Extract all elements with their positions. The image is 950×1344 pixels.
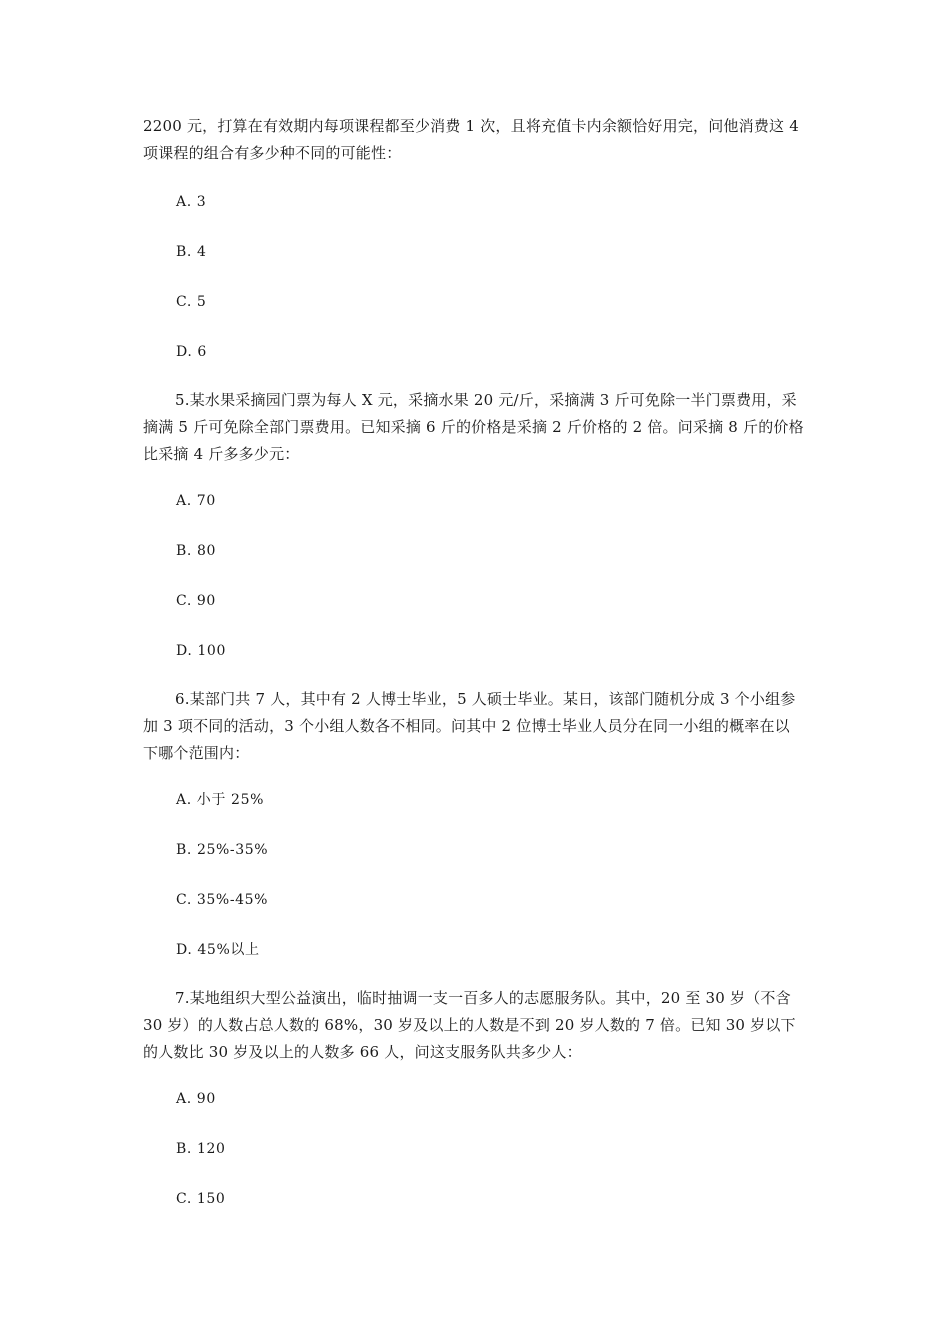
q4-option-d: D. 6 [176, 344, 207, 360]
q6-option-b: B. 25%-35% [176, 842, 269, 858]
q5-option-b: B. 80 [176, 543, 217, 559]
q5-option-a: A. 70 [176, 493, 216, 509]
q7-option-b: B. 120 [176, 1141, 226, 1157]
q4-option-c: C. 5 [176, 294, 207, 310]
q6-option-c: C. 35%-45% [176, 892, 269, 908]
q7-text: 7.某地组织大型公益演出，临时抽调一支一百多人的志愿服务队。其中，20 至 30 岁（不含 30 岁）的人数占总人数的 68%，30 岁及以上的人数是不到 20 岁人数的 7 倍。已知 30 岁以下的人数比 30 岁及以上的人数多 66 人，问这支服务队共多少人： [143, 989, 796, 1061]
q5-text: 5.某水果采摘园门票为每人 X 元，采摘水果 20 元/斤，采摘满 3 斤可免除一半门票费用，采摘满 5 斤可免除全部门票费用。已知采摘 6 斤的价格是采摘 2 斤价格的 2 倍。问采摘 8 斤的价格比采摘 4 斤多多少元： [143, 391, 804, 463]
q5-option-d: D. 100 [176, 643, 226, 659]
q4-text-continuation: 2200 元，打算在有效期内每项课程都至少消费 1 次，且将充值卡内余额恰好用完，问他消费这 4 项课程的组合有多少种不同的可能性： [143, 117, 799, 162]
q6-option-d: D. 45%以上 [176, 942, 260, 958]
q7-option-a: A. 90 [176, 1091, 216, 1107]
q4-option-a: A. 3 [176, 194, 207, 210]
q4-option-b: B. 4 [176, 244, 207, 260]
q6-text: 6.某部门共 7 人，其中有 2 人博士毕业，5 人硕士毕业。某日，该部门随机分成 3 个小组参加 3 项不同的活动，3 个小组人数各不相同。问其中 2 位博士毕业人员分在同一小组的概率在以下哪个范围内： [143, 690, 796, 762]
q7-option-c: C. 150 [176, 1191, 226, 1207]
q5-option-c: C. 90 [176, 593, 216, 609]
q6-option-a: A. 小于 25% [176, 792, 264, 808]
